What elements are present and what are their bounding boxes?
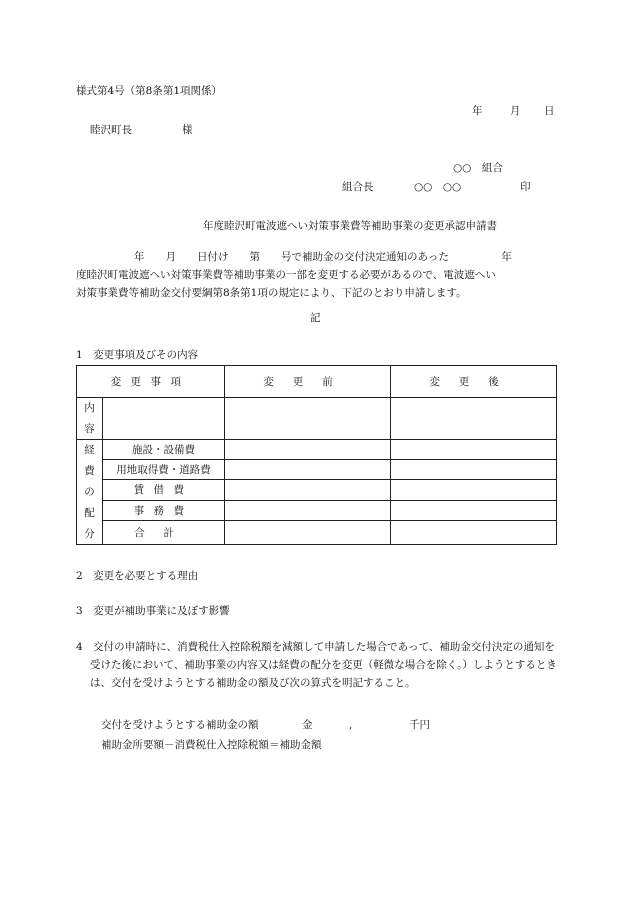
section-2-heading: 2 変更を必要とする理由 (76, 570, 199, 582)
keihi-label-cell: 経 費 の 配 分 (77, 440, 103, 545)
naiyou-label-cell: 内 容 (77, 398, 103, 440)
facilities-before-cell (225, 440, 391, 460)
formula: 補助金所要額－消費税仕入控除税額＝補助金額 (101, 739, 322, 751)
keihi-row-total: 合計 (103, 520, 225, 544)
date-year: 年 (472, 105, 483, 117)
seal-mark: 印 (520, 181, 531, 193)
applicant-name: ○○ ○○ (414, 181, 462, 193)
form-number: 様式第4号（第8条第1項関係） (76, 85, 223, 97)
header-after: 変更後 (391, 366, 557, 398)
keihi-row-facilities: 施設・設備費 (103, 440, 225, 460)
total-before-cell (225, 520, 391, 544)
header-before: 変更前 (225, 366, 391, 398)
body-line-3: 対策事業費等補助金交付要綱第8条第1項の規定により、下記のとおり申請します。 (76, 287, 467, 299)
keihi-row-office: 事務費 (103, 500, 225, 520)
keihi-row-rent: 賃借費 (103, 480, 225, 500)
date-month: 月 (510, 105, 521, 117)
naiyou-item-cell (103, 398, 225, 440)
facilities-after-cell (391, 440, 557, 460)
applicant-title: 組合長 (342, 181, 374, 193)
land-before-cell (225, 460, 391, 480)
keihi-row-land: 用地取得費・道路費 (103, 460, 225, 480)
header-change-item: 変更事項 (77, 366, 225, 398)
amount-unit: 千円 (409, 719, 430, 731)
change-table (76, 365, 557, 545)
amount-prefix: 金 (302, 719, 313, 731)
applicant-org: ○○ 組合 (453, 162, 503, 174)
section-1-heading: 1 変更事項及びその内容 (76, 349, 199, 361)
naiyou-before-cell (225, 398, 391, 440)
amount-label: 交付を受けようとする補助金の額 (101, 719, 259, 731)
amount-separator: , (349, 719, 353, 731)
section-3-heading: 3 変更が補助事業に及ぼす影響 (76, 605, 230, 617)
naiyou-after-cell (391, 398, 557, 440)
body-line-1: 年 月 日付け 第 号で補助金の交付決定通知のあった 年 (134, 251, 512, 263)
ki-label: 記 (310, 312, 321, 324)
date-day: 日 (544, 105, 555, 117)
office-before-cell (225, 500, 391, 520)
body-line-2: 度睦沢町電波遮へい対策事業費等補助事業の一部を変更する必要があるので、電波遮へい (76, 269, 496, 281)
land-after-cell (391, 460, 557, 480)
rent-after-cell (391, 480, 557, 500)
total-after-cell (391, 520, 557, 544)
section-4-text: 4 交付の申請時に、消費税仕入控除税額を減額して申請した場合であって、補助金交付決定の通知を受けた後において、補助事業の内容又は経費の配分を変更（軽微な場合を除く。）しようとするときは、交付を受けようとする補助金の額及び次の算式を明記すること。 (76, 641, 557, 689)
document-title: 年度睦沢町電波遮へい対策事業費等補助事業の変更承認申請書 (203, 220, 497, 232)
addressee-name: 睦沢町長 (90, 124, 132, 136)
rent-before-cell (225, 480, 391, 500)
office-after-cell (391, 500, 557, 520)
addressee-honorific: 様 (182, 124, 193, 136)
